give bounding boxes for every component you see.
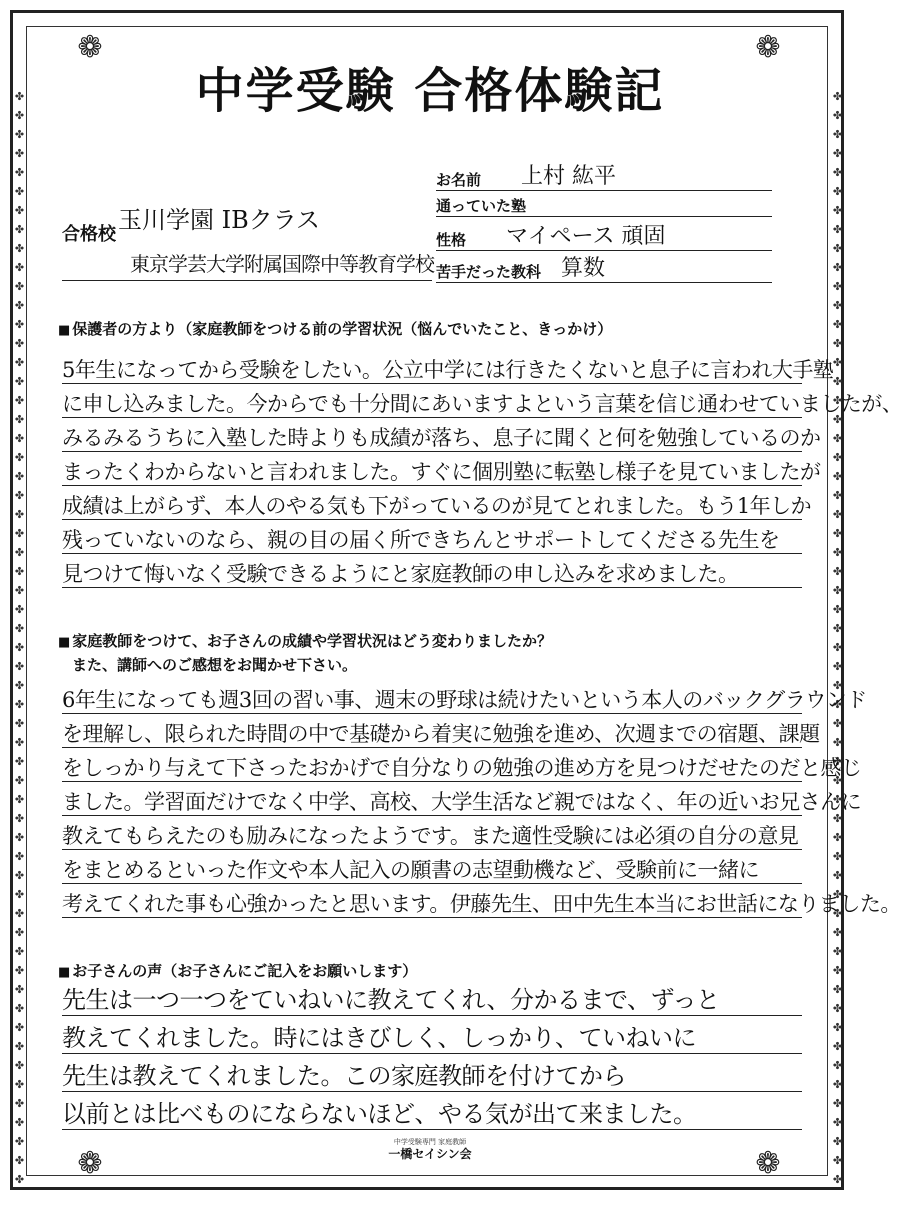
flower-ornament-icon: ❁ bbox=[755, 30, 781, 65]
section1-line: みるみるうちに入塾した時よりも成績が落ち、息子に聞くと何を勉強しているのか bbox=[62, 418, 802, 452]
section3-line: 先生は教えてくれました。この家庭教師を付けてから bbox=[62, 1054, 802, 1092]
footer-small-text: 中学受験専門 家庭教師 bbox=[393, 1138, 467, 1146]
section1-heading: ■ 保護者の方より（家庭教師をつける前の学習状況（悩んでいたこと、きっかけ） bbox=[58, 320, 613, 338]
section3-heading: ■ お子さんの声（お子さんにご記入をお願いします） bbox=[58, 962, 418, 980]
juku-label: 通っていた塾 bbox=[436, 197, 527, 215]
section2-line: 考えてくれた事も心強かったと思います。伊藤先生、田中先生本当にお世話になりました。 bbox=[62, 884, 802, 918]
section2-subheading: また、講師へのご感想をお聞かせ下さい。 bbox=[72, 656, 358, 674]
name-label: お名前 bbox=[436, 171, 482, 189]
school-label: 合格校 bbox=[62, 224, 116, 245]
school-name-2: 東京学芸大学附属国際中等教育学校 bbox=[130, 252, 434, 276]
weak-subject-row bbox=[436, 250, 772, 283]
personality-label: 性格 bbox=[436, 231, 467, 249]
section3-heading-text: お子さんの声（お子さんにご記入をお願いします） bbox=[72, 962, 418, 980]
juku-row bbox=[436, 190, 772, 217]
name-row bbox=[436, 150, 772, 191]
section2-heading-text: 家庭教師をつけて、お子さんの成績や学習状況はどう変わりましたか？ bbox=[72, 632, 553, 650]
section1-line: 見つけて悔いなく受験できるようにと家庭教師の申し込みを求めました。 bbox=[62, 554, 802, 588]
section1-line: まったくわからないと言われました。すぐに個別塾に転塾し様子を見ていましたが bbox=[62, 452, 802, 486]
weak-subject-label: 苦手だった教科 bbox=[436, 263, 542, 281]
flower-ornament-icon: ❁ bbox=[77, 30, 103, 65]
personality-value: マイペース 頑固 bbox=[506, 224, 666, 249]
footer-logo bbox=[0, 1136, 860, 1162]
border-ornament-left: ✤✤✤✤✤✤✤✤✤✤✤✤✤✤✤✤✤✤✤✤✤✤✤✤✤✤✤✤✤✤✤✤✤✤✤✤✤✤✤✤✤✤✤✤✤✤✤✤✤✤✤✤✤✤✤✤✤✤ bbox=[13, 90, 26, 1192]
school-name-1: 玉川学園 IBクラス bbox=[118, 206, 321, 234]
section1-line: に申し込みました。今からでも十分間にあいますよという言葉を信じ通わせていましたが、 bbox=[62, 384, 802, 418]
section2-line: 6年生になっても週3回の習い事、週末の野球は続けたいという本人のバックグラウンド bbox=[62, 680, 802, 714]
section2-lines bbox=[62, 680, 901, 918]
footer-brand: 一橋セイシン会 bbox=[388, 1147, 472, 1161]
section2-line: ました。学習面だけでなく中学、高校、大学生活など親ではなく、年の近いお兄さんに bbox=[62, 782, 802, 816]
section3-line: 先生は一つ一つをていねいに教えてくれ、分かるまで、ずっと bbox=[62, 978, 802, 1016]
section3-lines bbox=[62, 978, 802, 1130]
school-underline bbox=[62, 280, 432, 281]
section3-line: 教えてくれました。時にはきびしく、しっかり、ていねいに bbox=[62, 1016, 802, 1054]
section3-line: 以前とは比べものにならないほど、やる気が出て来ました。 bbox=[62, 1092, 802, 1130]
section2-heading: ■ 家庭教師をつけて、お子さんの成績や学習状況はどう変わりましたか？ bbox=[58, 632, 553, 650]
page-title: 中学受験 合格体験記 bbox=[195, 63, 665, 119]
section2-line: をまとめるといった作文や本人記入の願書の志望動機など、受験前に一緒に bbox=[62, 850, 802, 884]
border-ornament-right: ✤✤✤✤✤✤✤✤✤✤✤✤✤✤✤✤✤✤✤✤✤✤✤✤✤✤✤✤✤✤✤✤✤✤✤✤✤✤✤✤✤✤✤✤✤✤✤✤✤✤✤✤✤✤✤✤✤✤ bbox=[831, 90, 844, 1192]
flower-ornament-icon: ❁ bbox=[77, 1146, 103, 1181]
personality-row bbox=[436, 216, 772, 251]
weak-subject-value: 算数 bbox=[561, 256, 606, 281]
flower-ornament-icon: ❁ bbox=[755, 1146, 781, 1181]
section1-line: 成績は上がらず、本人のやる気も下がっているのが見てとれました。もう1年しか bbox=[62, 486, 802, 520]
section1-heading-text: 保護者の方より（家庭教師をつける前の学習状況（悩んでいたこと、きっかけ） bbox=[72, 320, 613, 338]
name-value: 上村 紘平 bbox=[521, 164, 617, 189]
section1-lines bbox=[62, 350, 902, 588]
section1-line: 5年生になってから受験をしたい。公立中学には行きたくないと息子に言われ大手塾 bbox=[62, 350, 802, 384]
section1-line: 残っていないのなら、親の目の届く所できちんとサポートしてくださる先生を bbox=[62, 520, 802, 554]
section2-line: を理解し、限られた時間の中で基礎から着実に勉強を進め、次週までの宿題、課題 bbox=[62, 714, 802, 748]
section2-line: 教えてもらえたのも励みになったようです。また適性受験には必須の自分の意見 bbox=[62, 816, 802, 850]
section2-line: をしっかり与えて下さったおかげで自分なりの勉強の進め方を見つけだせたのだと感じ bbox=[62, 748, 802, 782]
